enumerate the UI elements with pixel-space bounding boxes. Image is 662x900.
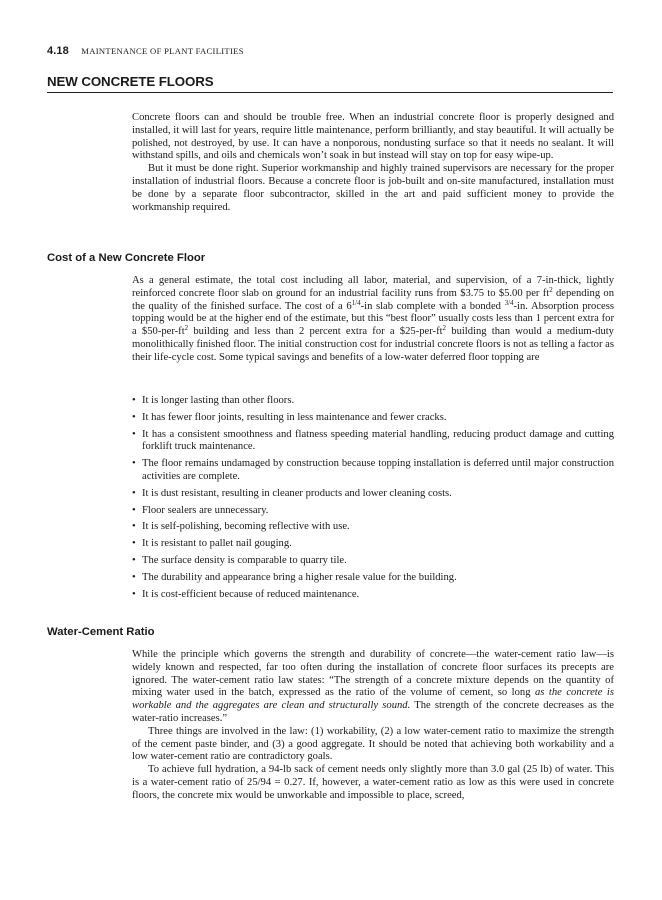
bullet-icon: • <box>132 428 136 440</box>
list-item <box>132 395 614 408</box>
water-cement-paragraph-1 <box>132 649 614 726</box>
superscript: 2 <box>442 324 447 333</box>
fraction-three-quarter: 3/4 <box>504 298 514 307</box>
bullet-icon: • <box>132 458 136 470</box>
superscript: 2 <box>549 285 553 294</box>
list-item <box>132 458 614 484</box>
cost-text-part: building than would a medium-duty monolithically finished floor. The initial construction cost for industrial concrete floors is not as telling a factor as their life-cycle cost. Some typical savings and benefits of a low-water deferred floor topping are <box>132 326 614 363</box>
list-item <box>132 589 614 602</box>
intro-paragraph-2: But it must be done right. Superior workmanship and highly trained supervisors are necessary for the proper installation of industrial floors. Because a concrete floor is job-built and on-site manufactured, installation must be done by a separate floor subcontractor, skilled in the art and paid sufficient money to provide the workmanship required. <box>132 163 614 213</box>
section-heading-cost: Cost of a New Concrete Floor <box>47 252 206 264</box>
running-head-title: MAINTENANCE OF PLANT FACILITIES <box>81 46 244 56</box>
list-item <box>132 538 614 551</box>
cost-text-part: As a general estimate, the total cost including all labor, material, and supervision, of a 7-in-thick, lightly reinforced concrete floor slab on ground for an industrial facility runs from $3.75 to $5.00 per ft <box>132 275 614 299</box>
bullet-icon: • <box>132 521 136 533</box>
list-item-text: The durability and appearance bring a higher resale value for the building. <box>142 571 457 583</box>
list-item-text: It is cost-efficient because of reduced maintenance. <box>142 588 360 600</box>
list-item-text: It has a consistent smoothness and flatness speeding material handling, reducing product damage and cutting forklift truck maintenance. <box>142 428 614 453</box>
list-item-text: It has fewer floor joints, resulting in less maintenance and fewer cracks. <box>142 411 447 423</box>
cost-paragraph-1 <box>132 275 614 365</box>
cost-text-part: -in slab complete with a bonded <box>360 300 505 312</box>
bullet-icon: • <box>132 504 136 516</box>
intro-paragraph-1: Concrete floors can and should be trouble free. When an industrial concrete floor is properly designed and installed, it will last for years, require little maintenance, perform brilliantly, and stay beautiful. It will actually be polished, not destroyed, by use. It can have a nonporous, nondusting surface so that it needs no sealant. It will withstand spills, and oils and chemicals won’t soak in but instead will stay on top for easy wipe-up. <box>132 112 614 162</box>
cost-text <box>132 275 614 365</box>
superscript: 2 <box>184 324 189 333</box>
bullet-icon: • <box>132 554 136 566</box>
chapter-title: NEW CONCRETE FLOORS <box>47 74 613 93</box>
bullet-icon: • <box>132 411 136 423</box>
list-item-text: It is self-polishing, becoming reflective with use. <box>142 521 350 533</box>
list-item-text: The floor remains undamaged by construction because topping installation is deferred until major construction activities are complete. <box>142 458 614 482</box>
water-cement-text <box>132 649 614 803</box>
benefits-list <box>132 395 614 605</box>
cost-text-part: depending on the quality of the finished surface. The cost of a 6 <box>132 287 614 312</box>
list-item <box>132 572 614 585</box>
water-cement-paragraph-3: To achieve full hydration, a 94-lb sack of cement needs only slightly more than 3.0 gal (25 lb) of water. This is a water-cement ratio of 25/94 = 0.27. If, however, a water-cement ratio as low as this were used in concrete floors, the concrete mix would be unworkable and impossible to place, screed, <box>132 764 614 801</box>
list-item <box>132 429 614 455</box>
bullet-icon: • <box>132 538 136 550</box>
fraction-quarter: 1/4 <box>351 298 361 307</box>
page-number: 4.18 <box>47 45 69 57</box>
intro-text <box>132 112 614 214</box>
bullet-icon: • <box>132 571 136 583</box>
section-heading-water-cement: Water-Cement Ratio <box>47 626 155 638</box>
italic-quote: as the concrete is workable and the aggregates are clean and structurally sound. <box>132 687 614 712</box>
list-item <box>132 505 614 518</box>
running-head <box>47 45 613 59</box>
water-cement-text-part: The strength of the concrete decreases as the water-ratio increases.” <box>132 700 614 724</box>
list-item <box>132 412 614 425</box>
cost-text-part: -in. Absorption process topping would be at the higher end of the estimate, but this “best floor” usually costs less than 1 percent extra for a $50-per-ft <box>132 300 614 338</box>
list-item <box>132 555 614 568</box>
list-item-text: The surface density is comparable to quarry tile. <box>142 554 347 566</box>
water-cement-text-part: While the principle which governs the strength and durability of concrete—the water-cement ratio law—is widely known and respected, far too often during the installation of concrete floor surfaces its precepts are ignored. The water-cement ratio law states: “The strength of a concrete mixture depends on the quantity of mixing water used in the batch, expressed as the ratio of the volume of cement, so long <box>132 649 614 699</box>
list-item <box>132 488 614 501</box>
bullet-icon: • <box>132 588 136 600</box>
list-item-text: It is longer lasting than other floors. <box>142 395 295 406</box>
list-item-text: It is dust resistant, resulting in cleaner products and lower cleaning costs. <box>142 487 452 499</box>
list-item-text: It is resistant to pallet nail gouging. <box>142 538 292 550</box>
cost-text-part: building and less than 2 percent extra for a $25-per-ft <box>188 326 443 338</box>
water-cement-paragraph-2: Three things are involved in the law: (1) workability, (2) a low water-cement ratio to maximize the strength of the cement paste binder, and (3) a good aggregate. It should be noted that achieving both workability and a low water-cement ratio are contradictory goals. <box>132 725 614 763</box>
bullet-icon: • <box>132 395 136 406</box>
bullet-icon: • <box>132 487 136 499</box>
list-item-text: Floor sealers are unnecessary. <box>142 504 269 516</box>
list-item <box>132 521 614 534</box>
